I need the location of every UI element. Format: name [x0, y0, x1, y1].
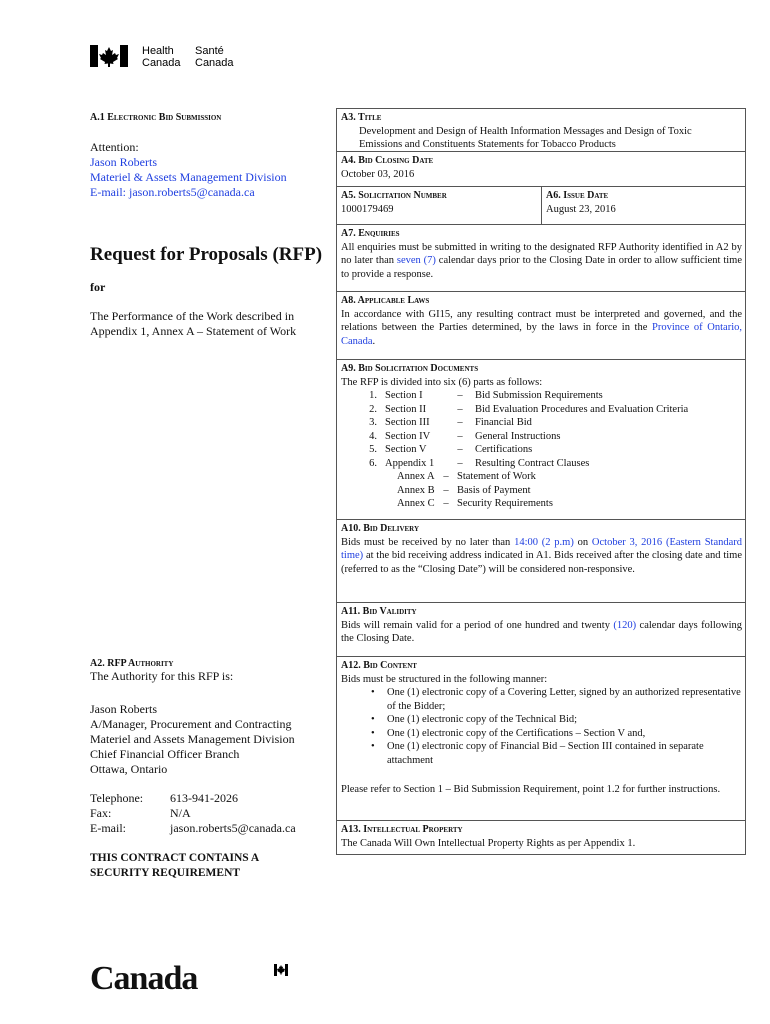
- annex-dash: –: [443, 471, 449, 482]
- part-section: Section V: [385, 444, 427, 455]
- a7-body: All enquiries must be submitted in writing to the designated RFP Authority identified in A2 by no later than seven (7) calendar days prior to the Closing Date in order to allow sufficient time to provide a response.: [341, 241, 742, 280]
- a12-bullet-item: • One (1) electronic copy of Financial Bid – Section III contained in separate attachment: [371, 740, 746, 767]
- part-section: Section II: [385, 403, 427, 415]
- annex-label: Annex A: [397, 471, 435, 482]
- fax-label: Fax:: [90, 806, 112, 820]
- annex-dash: –: [443, 484, 449, 496]
- part-section: Section IV: [385, 430, 431, 442]
- a11-title: A11. Bid Validity: [341, 606, 417, 617]
- a12-intro: Bids must be structured in the following manner:: [341, 673, 548, 685]
- a9-part-item: [341, 389, 746, 403]
- annex-dash: –: [443, 498, 449, 509]
- security-line-2: SECURITY REQUIREMENT: [90, 867, 241, 879]
- part-number: 3.: [369, 417, 377, 428]
- canada-wordmark-text: Canada: [90, 960, 198, 997]
- email-label: E-mail:: [90, 821, 126, 835]
- a11-link[interactable]: (120): [613, 619, 637, 631]
- part-section: Section III: [385, 417, 430, 428]
- telephone-row: [90, 791, 335, 806]
- a8-body: In accordance with GI15, any resulting contract must be interpreted and governed, and the relations between the Parties determined, by the laws in force in the Province of Ontario, Canada.: [341, 308, 742, 347]
- part-dash: –: [457, 403, 463, 415]
- part-number: 4.: [369, 430, 377, 442]
- a5-title: A5. Solicitation Number: [341, 190, 447, 201]
- part-title: Financial Bid: [475, 417, 532, 428]
- email-value[interactable]: jason.roberts5@canada.ca: [170, 821, 296, 835]
- a11-box: [337, 602, 746, 656]
- annex-title: Security Requirements: [457, 498, 553, 509]
- health-fr-label: Santé: [195, 45, 224, 57]
- a9-part-item: [341, 403, 746, 417]
- a10-time-link[interactable]: 14:00 (2 p.m): [514, 536, 574, 548]
- health-canada-logo: [90, 45, 250, 69]
- contact-division: Materiel & Assets Management Division: [90, 170, 287, 184]
- for-label: for: [90, 280, 106, 294]
- part-title: Resulting Contract Clauses: [475, 457, 590, 469]
- a12-title: A12. Bid Content: [341, 660, 417, 671]
- annex-label: Annex B: [397, 484, 435, 496]
- security-line-1: THIS CONTRACT CONTAINS A: [90, 852, 260, 864]
- a6-body: August 23, 2016: [546, 203, 616, 215]
- part-title: Bid Submission Requirements: [475, 390, 603, 401]
- a12-bullet-item: • One (1) electronic copy of a Covering Letter, signed by an authorized representative of the Bidder;: [371, 686, 746, 713]
- a9-box: [337, 359, 746, 519]
- a9-parts-list: [341, 389, 746, 470]
- part-dash: –: [457, 417, 463, 428]
- a4-title: A4. Bid Closing Date: [341, 155, 434, 166]
- part-number: 1.: [369, 390, 377, 401]
- annex-label: Annex C: [397, 498, 435, 509]
- a4-box: [337, 151, 746, 186]
- part-section: Section I: [385, 390, 423, 401]
- a1-title: A.1 Electronic Bid Submission: [90, 112, 222, 123]
- part-number: 2.: [369, 403, 377, 415]
- a2-intro: The Authority for this RFP is:: [90, 669, 234, 683]
- a10-box: [337, 519, 746, 602]
- canada-wordmark: [90, 960, 197, 1000]
- a9-part-item: [341, 457, 746, 471]
- a3-box: [337, 108, 746, 151]
- a13-box: [337, 820, 746, 855]
- a9-annex-list: [341, 470, 746, 511]
- a7-title: A7. Enquiries: [341, 228, 400, 239]
- a4-body: October 03, 2016: [341, 168, 415, 180]
- authority-division: Materiel and Assets Management Division: [90, 732, 295, 746]
- a13-body: The Canada Will Own Intellectual Property Rights as per Appendix 1.: [341, 837, 636, 849]
- canada-fr-label: Canada: [195, 57, 234, 69]
- part-dash: –: [457, 457, 463, 469]
- a9-annex-item: [341, 484, 746, 498]
- a9-part-item: [341, 416, 746, 430]
- a11-body: Bids will remain valid for a period of one hundred and twenty (120) calendar days following the Closing Date.: [341, 619, 742, 644]
- a6-title: A6. Issue Date: [546, 190, 609, 201]
- a3-title: A3. Title: [341, 112, 382, 123]
- a12-box: [337, 656, 746, 820]
- wordmark-flag-icon: [274, 964, 288, 976]
- a5-body: 1000179469: [341, 203, 394, 215]
- part-title: General Instructions: [475, 430, 561, 442]
- a9-title: A9. Bid Solicitation Documents: [341, 363, 479, 374]
- a9-part-item: [341, 443, 746, 457]
- authority-title: A/Manager, Procurement and Contracting: [90, 717, 292, 731]
- a3-body-line-1: Development and Design of Health Information Messages and Design of Toxic: [359, 125, 692, 137]
- telephone-label: Telephone:: [90, 791, 144, 805]
- canada-flag-icon: [90, 45, 128, 67]
- part-title: Bid Evaluation Procedures and Evaluation Criteria: [475, 403, 689, 415]
- a9-annex-item: [341, 497, 746, 511]
- a7-link[interactable]: seven (7): [396, 255, 436, 266]
- part-dash: –: [457, 390, 463, 401]
- annex-title: Basis of Payment: [457, 484, 531, 496]
- a8-link[interactable]: Province of Ontario, Canada: [341, 322, 742, 347]
- part-number: 6.: [369, 457, 377, 469]
- a6-box: [542, 186, 746, 224]
- a8-box: [337, 291, 746, 359]
- health-en-label: Health: [142, 45, 174, 57]
- part-title: Certifications: [475, 444, 533, 455]
- a9-annex-item: [341, 470, 746, 484]
- part-section: Appendix 1: [385, 457, 435, 469]
- a3-body-line-2: Emissions and Constituents Statements for Tobacco Products: [359, 139, 616, 150]
- a13-title: A13. Intellectual Property: [341, 824, 463, 835]
- a12-bullet-list: [341, 686, 746, 767]
- performance-line-2: Appendix 1, Annex A – Statement of Work: [90, 324, 297, 338]
- authority-branch: Chief Financial Officer Branch: [90, 747, 240, 761]
- part-number: 5.: [369, 444, 377, 455]
- a5-box: [337, 186, 542, 224]
- a8-title: A8. Applicable Laws: [341, 295, 430, 306]
- canada-en-label: Canada: [142, 57, 181, 69]
- fax-row: [90, 806, 335, 821]
- contact-name: Jason Roberts: [90, 155, 157, 169]
- telephone-value: 613-941-2026: [170, 791, 238, 805]
- attention-label: Attention:: [90, 140, 139, 154]
- a9-intro: The RFP is divided into six (6) parts as follows:: [341, 376, 543, 388]
- a10-body: Bids must be received by no later than 14:00 (2 p.m) on October 3, 2016 (Eastern Standard time) at the bid receiving address indicated in A1. Bids received after the closing date and time (referred to as the “Closing Date”) will be considered non-responsive.: [341, 536, 743, 575]
- email-row: [90, 821, 335, 836]
- contact-email-link[interactable]: E-mail: jason.roberts5@canada.ca: [90, 185, 255, 199]
- a2-title: A2. RFP Authority: [90, 658, 174, 669]
- performance-line-1: The Performance of the Work described in: [90, 309, 295, 323]
- a7-box: [337, 224, 746, 291]
- a12-bullet-item: • One (1) electronic copy of the Technical Bid;: [371, 713, 746, 727]
- part-dash: –: [457, 430, 463, 442]
- fax-value: N/A: [170, 806, 191, 820]
- authority-name: Jason Roberts: [90, 702, 157, 716]
- a10-date-link[interactable]: October 3, 2016 (Eastern Standard time): [341, 536, 743, 561]
- a12-bullet-item: • One (1) electronic copy of the Certifications – Section V and,: [371, 727, 746, 741]
- a12-note: Please refer to Section 1 – Bid Submission Requirement, point 1.2 for further instructions.: [341, 784, 721, 795]
- a9-part-item: [341, 430, 746, 444]
- annex-title: Statement of Work: [457, 471, 536, 482]
- a10-title: A10. Bid Delivery: [341, 523, 420, 534]
- rfp-title: Request for Proposals (RFP): [90, 244, 323, 265]
- authority-location: Ottawa, Ontario: [90, 762, 168, 776]
- part-dash: –: [457, 444, 463, 455]
